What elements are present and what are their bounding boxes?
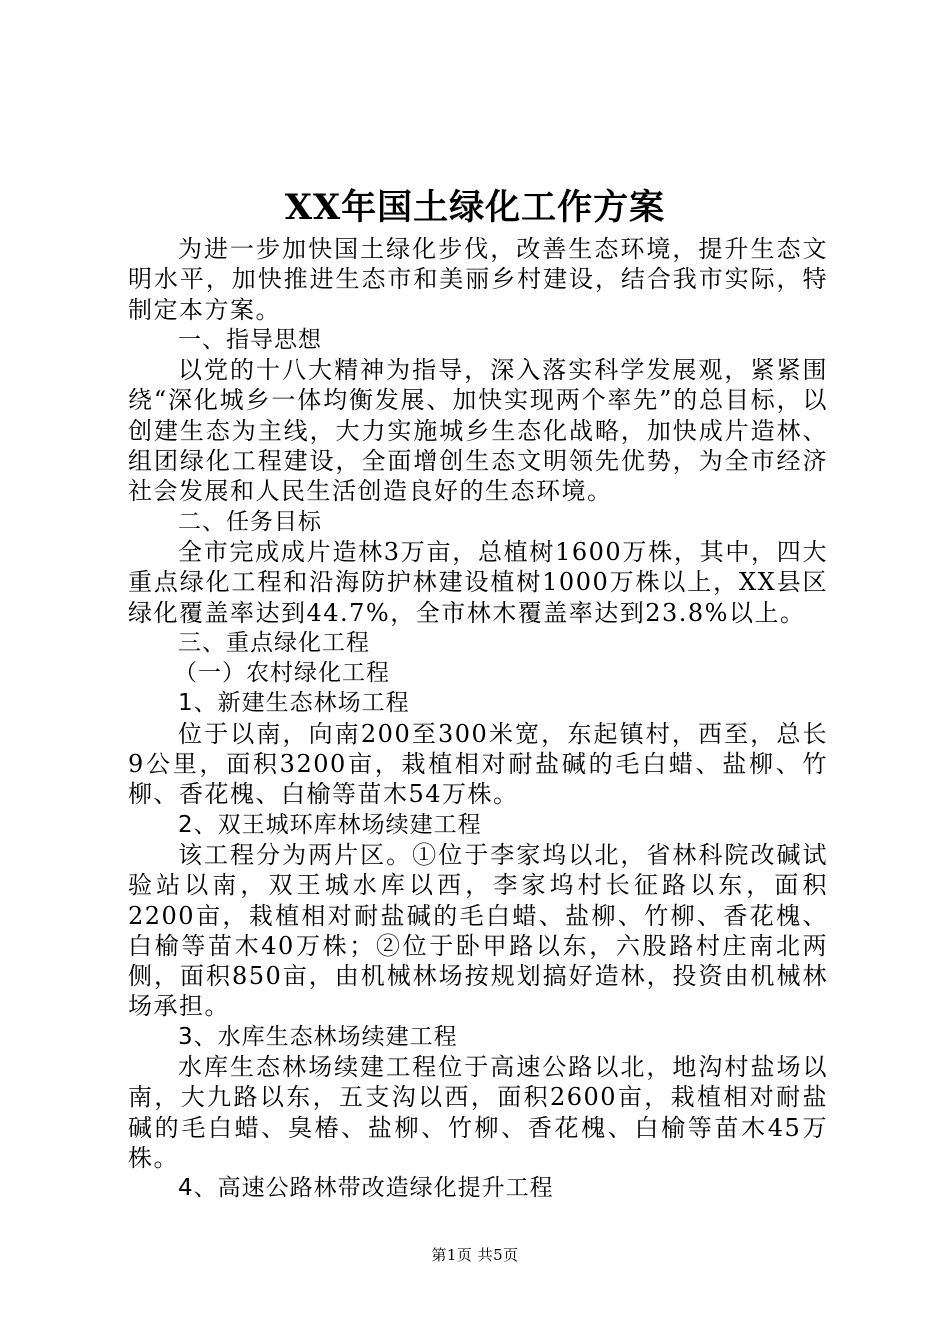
item-heading-2: 2、双王城环库林场续建工程 [178,811,482,838]
document-body [128,234,828,1204]
item-body-1: 位于以南，向南200至300米宽，东起镇村，西至，总长9公里，面积3200亩，栽植相对耐盐碱的毛白蜡、盐柳、竹柳、香花槐、白榆等苗木54万株。 [128,719,828,809]
document-title: XX年国土绿化工作方案 [284,187,666,228]
item-body-3: 水库生态林场续建工程位于高速公路以北，地沟村盐场以南，大九路以东，五支沟以西，面积2600亩，栽植相对耐盐碱的毛白蜡、臭椿、盐柳、竹柳、香花槐、白榆等苗木45万株。 [128,1053,828,1172]
section-body-task-goals: 全市完成成片造林3万亩，总植树1600万株，其中，四大重点绿化工程和沿海防护林建设植树1000万株以上，XX县区绿化覆盖率达到44.7%，全市林木覆盖率达到23.8%以上。 [128,537,828,627]
item-body-2: 该工程分为两片区。①位于李家坞以北，省林科院改碱试验站以南，双王城水库以西，李家坞村长征路以东，面积2200亩，栽植相对耐盐碱的毛白蜡、盐柳、竹柳、香花槐、白榆等苗木40万株；②位于卧甲路以东，六股路村庄南北两侧，面积850亩，由机械林场按规划搞好造林，投资由机械林场承担。 [128,840,828,1021]
item-heading-4: 4、高速公路林带改造绿化提升工程 [178,1175,554,1202]
section-heading-key-projects: 三、重点绿化工程 [178,629,370,656]
subsection-heading-rural-greening: （一）农村绿化工程 [174,660,390,687]
intro-paragraph: 为进一步加快国土绿化步伐，改善生态环境，提升生态文明水平，加快推进生态市和美丽乡村建设，结合我市实际，特制定本方案。 [128,235,828,324]
item-heading-1: 1、新建生态林场工程 [178,690,410,717]
section-heading-guiding-ideology: 一、指导思想 [178,326,322,353]
page-footer: 第1页 共5页 [431,1246,519,1264]
section-body-guiding-ideology: 以党的十八大精神为指导，深入落实科学发展观，紧紧围绕“深化城乡一体均衡发展、加快实现两个率先”的总目标，以创建生态为主线，大力实施城乡生态化战略，加快成片造林、组团绿化工程建设，全面增创生态文明领先优势，为全市经济社会发展和人民生活创造良好的生态环境。 [128,356,828,506]
section-heading-task-goals: 二、任务目标 [178,508,322,535]
item-heading-3: 3、水库生态林场续建工程 [178,1023,458,1050]
